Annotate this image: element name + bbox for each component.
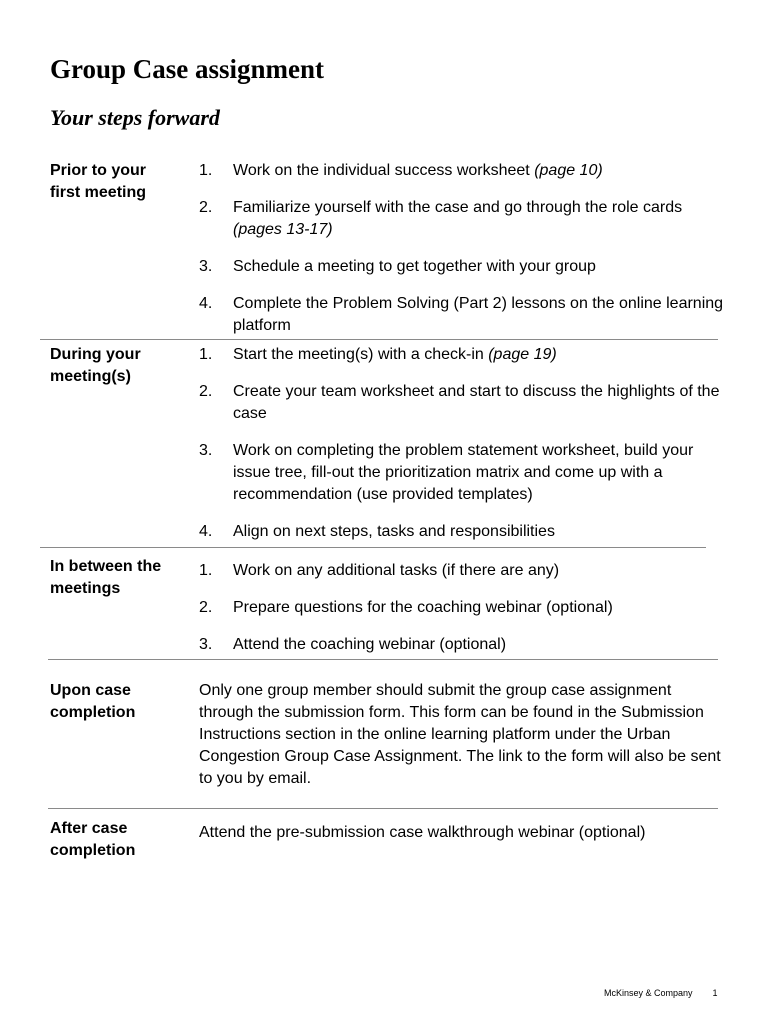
- list-item: [199, 597, 734, 619]
- list-item: [199, 293, 734, 337]
- section-divider: [40, 339, 718, 340]
- steps-list: [199, 344, 734, 543]
- page-title: Group Case assignment: [50, 54, 325, 84]
- item-number: 1.: [199, 346, 213, 363]
- item-number: 4.: [199, 295, 213, 312]
- section-divider: [48, 659, 718, 660]
- steps-list: [199, 560, 734, 656]
- item-number: 4.: [199, 523, 213, 540]
- item-text: Start the meeting(s) with a check-in: [233, 346, 489, 363]
- item-text: Align on next steps, tasks and responsibilities: [233, 523, 555, 540]
- section-body-text: Attend the pre-submission case walkthrough webinar (optional): [199, 824, 646, 841]
- page-subtitle: Your steps forward: [50, 105, 220, 130]
- item-text: Familiarize yourself with the case and go through the role cards: [233, 199, 683, 216]
- page-footer: [604, 987, 718, 999]
- item-number: 3.: [199, 636, 213, 653]
- item-text: Create your team worksheet and start to discuss the highlights of the case: [233, 383, 720, 422]
- section-divider: [48, 808, 718, 809]
- page-number: 1: [712, 988, 718, 998]
- item-number: 2.: [199, 199, 213, 216]
- item-number: 2.: [199, 599, 213, 616]
- list-item: [199, 256, 734, 278]
- list-item: [199, 634, 734, 656]
- item-number: 3.: [199, 258, 213, 275]
- list-item: [199, 160, 734, 182]
- section-label: In between the meetings: [50, 558, 162, 597]
- item-text: Schedule a meeting to get together with your group: [233, 258, 596, 275]
- section-body-text: Only one group member should submit the group case assignment through the submission form. This form can be found in the Submission Instructions section in the online learning platform under the Urban Congestion Group Case Assignment. The link to the form will also be sent to you by email.: [199, 682, 721, 787]
- item-text: Work on completing the problem statement worksheet, build your issue tree, fill-out the prioritization matrix and come up with a recommendation (use provided templates): [233, 442, 694, 503]
- item-number: 1.: [199, 562, 213, 579]
- section-label: Prior to your first meeting: [50, 162, 147, 201]
- item-number: 1.: [199, 162, 213, 179]
- list-item: [199, 381, 734, 425]
- item-number: 3.: [199, 442, 213, 459]
- item-number: 2.: [199, 383, 213, 400]
- steps-list: [199, 160, 734, 337]
- item-text: Attend the coaching webinar (optional): [233, 636, 507, 653]
- item-text: Work on any additional tasks (if there are any): [233, 562, 560, 579]
- section-label: Upon case completion: [50, 682, 136, 721]
- list-item: [199, 344, 734, 366]
- section-divider: [40, 547, 706, 548]
- item-text: Complete the Problem Solving (Part 2) lessons on the online learning platform: [233, 295, 724, 334]
- item-page-reference: (page 19): [488, 346, 557, 363]
- list-item: [199, 197, 734, 241]
- item-text: Work on the individual success worksheet: [233, 162, 535, 179]
- list-item: [199, 440, 734, 506]
- item-page-reference: (pages 13-17): [233, 221, 333, 238]
- section-label: During your meeting(s): [50, 346, 141, 385]
- list-item: [199, 521, 734, 543]
- item-text: Prepare questions for the coaching webinar (optional): [233, 599, 613, 616]
- section-label: After case completion: [50, 820, 136, 859]
- list-item: [199, 560, 734, 582]
- company-name: McKinsey & Company: [604, 988, 693, 998]
- item-page-reference: (page 10): [534, 162, 603, 179]
